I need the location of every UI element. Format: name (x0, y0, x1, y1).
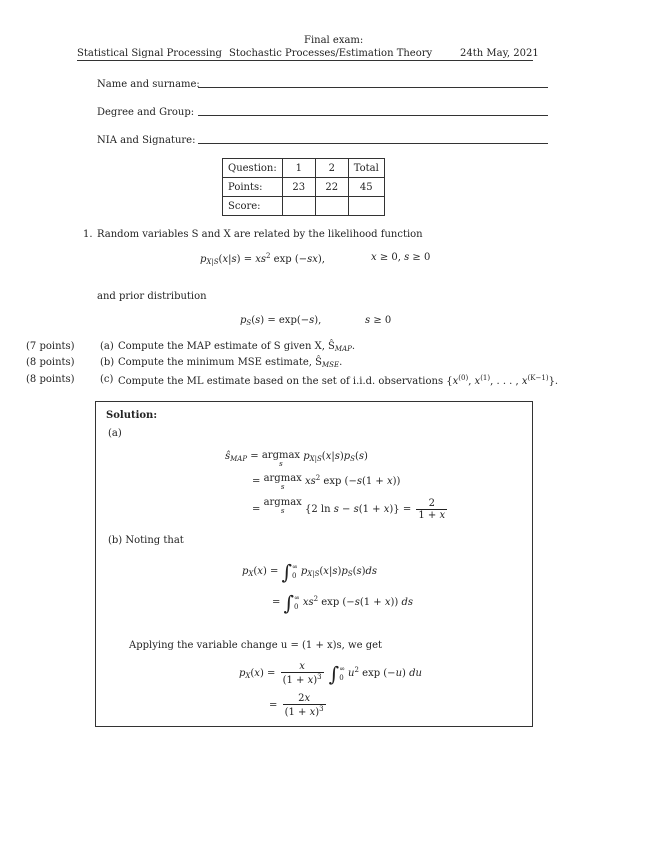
course-title: Statistical Signal Processing (77, 48, 222, 59)
table-header: Question: (223, 159, 283, 178)
marginal-equation-line-1: $p_X(x)$ = ∫∞ 0 $p_{X|S}(x|s)p_S(s)ds$ (242, 560, 378, 584)
table-header: Total (348, 159, 384, 178)
degree-line[interactable] (198, 115, 548, 116)
solution-title: Solution: (106, 410, 158, 421)
part-a-points: (7 points) (26, 341, 75, 352)
part-b-label: (b) (100, 357, 115, 368)
score-cell[interactable] (282, 197, 315, 216)
map-equation-line-2: = argmax s $xs^2$ exp (−s(1 + x)) (252, 473, 401, 491)
table-header: 1 (282, 159, 315, 178)
solution-part-b: (b) Noting that (108, 535, 184, 546)
score-cell[interactable] (348, 197, 384, 216)
part-a-text: Compute the MAP estimate of S given X, $Ŝ_{MAP}$. (118, 341, 356, 353)
name-line[interactable] (198, 87, 548, 88)
solution-part-a: (a) (108, 428, 122, 439)
map-equation-line-1: $ŝ_{MAP} = argmax$ s $p_{X|S}(x|s)p_S(s)$ (225, 450, 368, 468)
exam-label: Final exam: (304, 35, 364, 46)
likelihood-equation: $p_{X|S}(x|s) = xs^2$ exp (−sx), (200, 252, 325, 266)
table-header: 2 (315, 159, 348, 178)
nia-label: NIA and Signature: (97, 135, 196, 146)
name-label: Name and surname: (97, 79, 200, 90)
prior-text: and prior distribution (97, 291, 207, 302)
change-variable-text: Applying the variable change u = (1 + x)s, we get (129, 640, 383, 651)
marginal-equation-line-2: = ∫∞ 0 $xs^2$ exp (−s(1 + x)) ds (272, 591, 413, 615)
prior-equation: $p_S(s) = \exp(-s)$, (240, 315, 322, 327)
part-a-label: (a) (100, 341, 114, 352)
part-c-points: (8 points) (26, 374, 75, 385)
nia-line[interactable] (198, 143, 548, 144)
part-b-text: Compute the minimum MSE estimate, $Ŝ_{MSE}$. (118, 357, 343, 369)
part-c-label: (c) (100, 374, 114, 385)
score-cell[interactable] (315, 197, 348, 216)
points-total: 45 (348, 178, 384, 197)
prior-domain: s ≥ 0 (365, 315, 392, 326)
problem-intro: Random variables S and X are related by the likelihood function (97, 229, 423, 240)
likelihood-domain: x ≥ 0, s ≥ 0 (371, 252, 431, 263)
degree-label: Degree and Group: (97, 107, 195, 118)
points-q1: 23 (282, 178, 315, 197)
part-b-points: (8 points) (26, 357, 75, 368)
exam-date: 24th May, 2021 (460, 48, 539, 59)
points-label: Points: (223, 178, 283, 197)
map-equation-line-3: = argmax s {2 ln s − s(1 + x)} = $\frac{2}{1 + x}$ (252, 497, 446, 521)
score-label: Score: (223, 197, 283, 216)
points-q2: 22 (315, 178, 348, 197)
part-c-text: Compute the ML estimate based on the set of i.i.d. observations {$x^{(0)}$, $x^{(1)}$, . . . , $x^{(K-1)}$}. (118, 374, 559, 387)
course-subject: Stochastic Processes/Estimation Theory (229, 48, 433, 59)
score-table (222, 158, 385, 216)
result-equation-line-1: $p_X(x)$ = $\frac{x}{(1 + x)^3}$ ∫∞ 0 $u^2$ exp (−u) du (239, 661, 422, 686)
result-equation-line-2: = $\frac{2x}{(1 + x)^3}$ (269, 693, 324, 718)
problem-number: 1. (83, 229, 93, 240)
header-rule (77, 60, 533, 61)
